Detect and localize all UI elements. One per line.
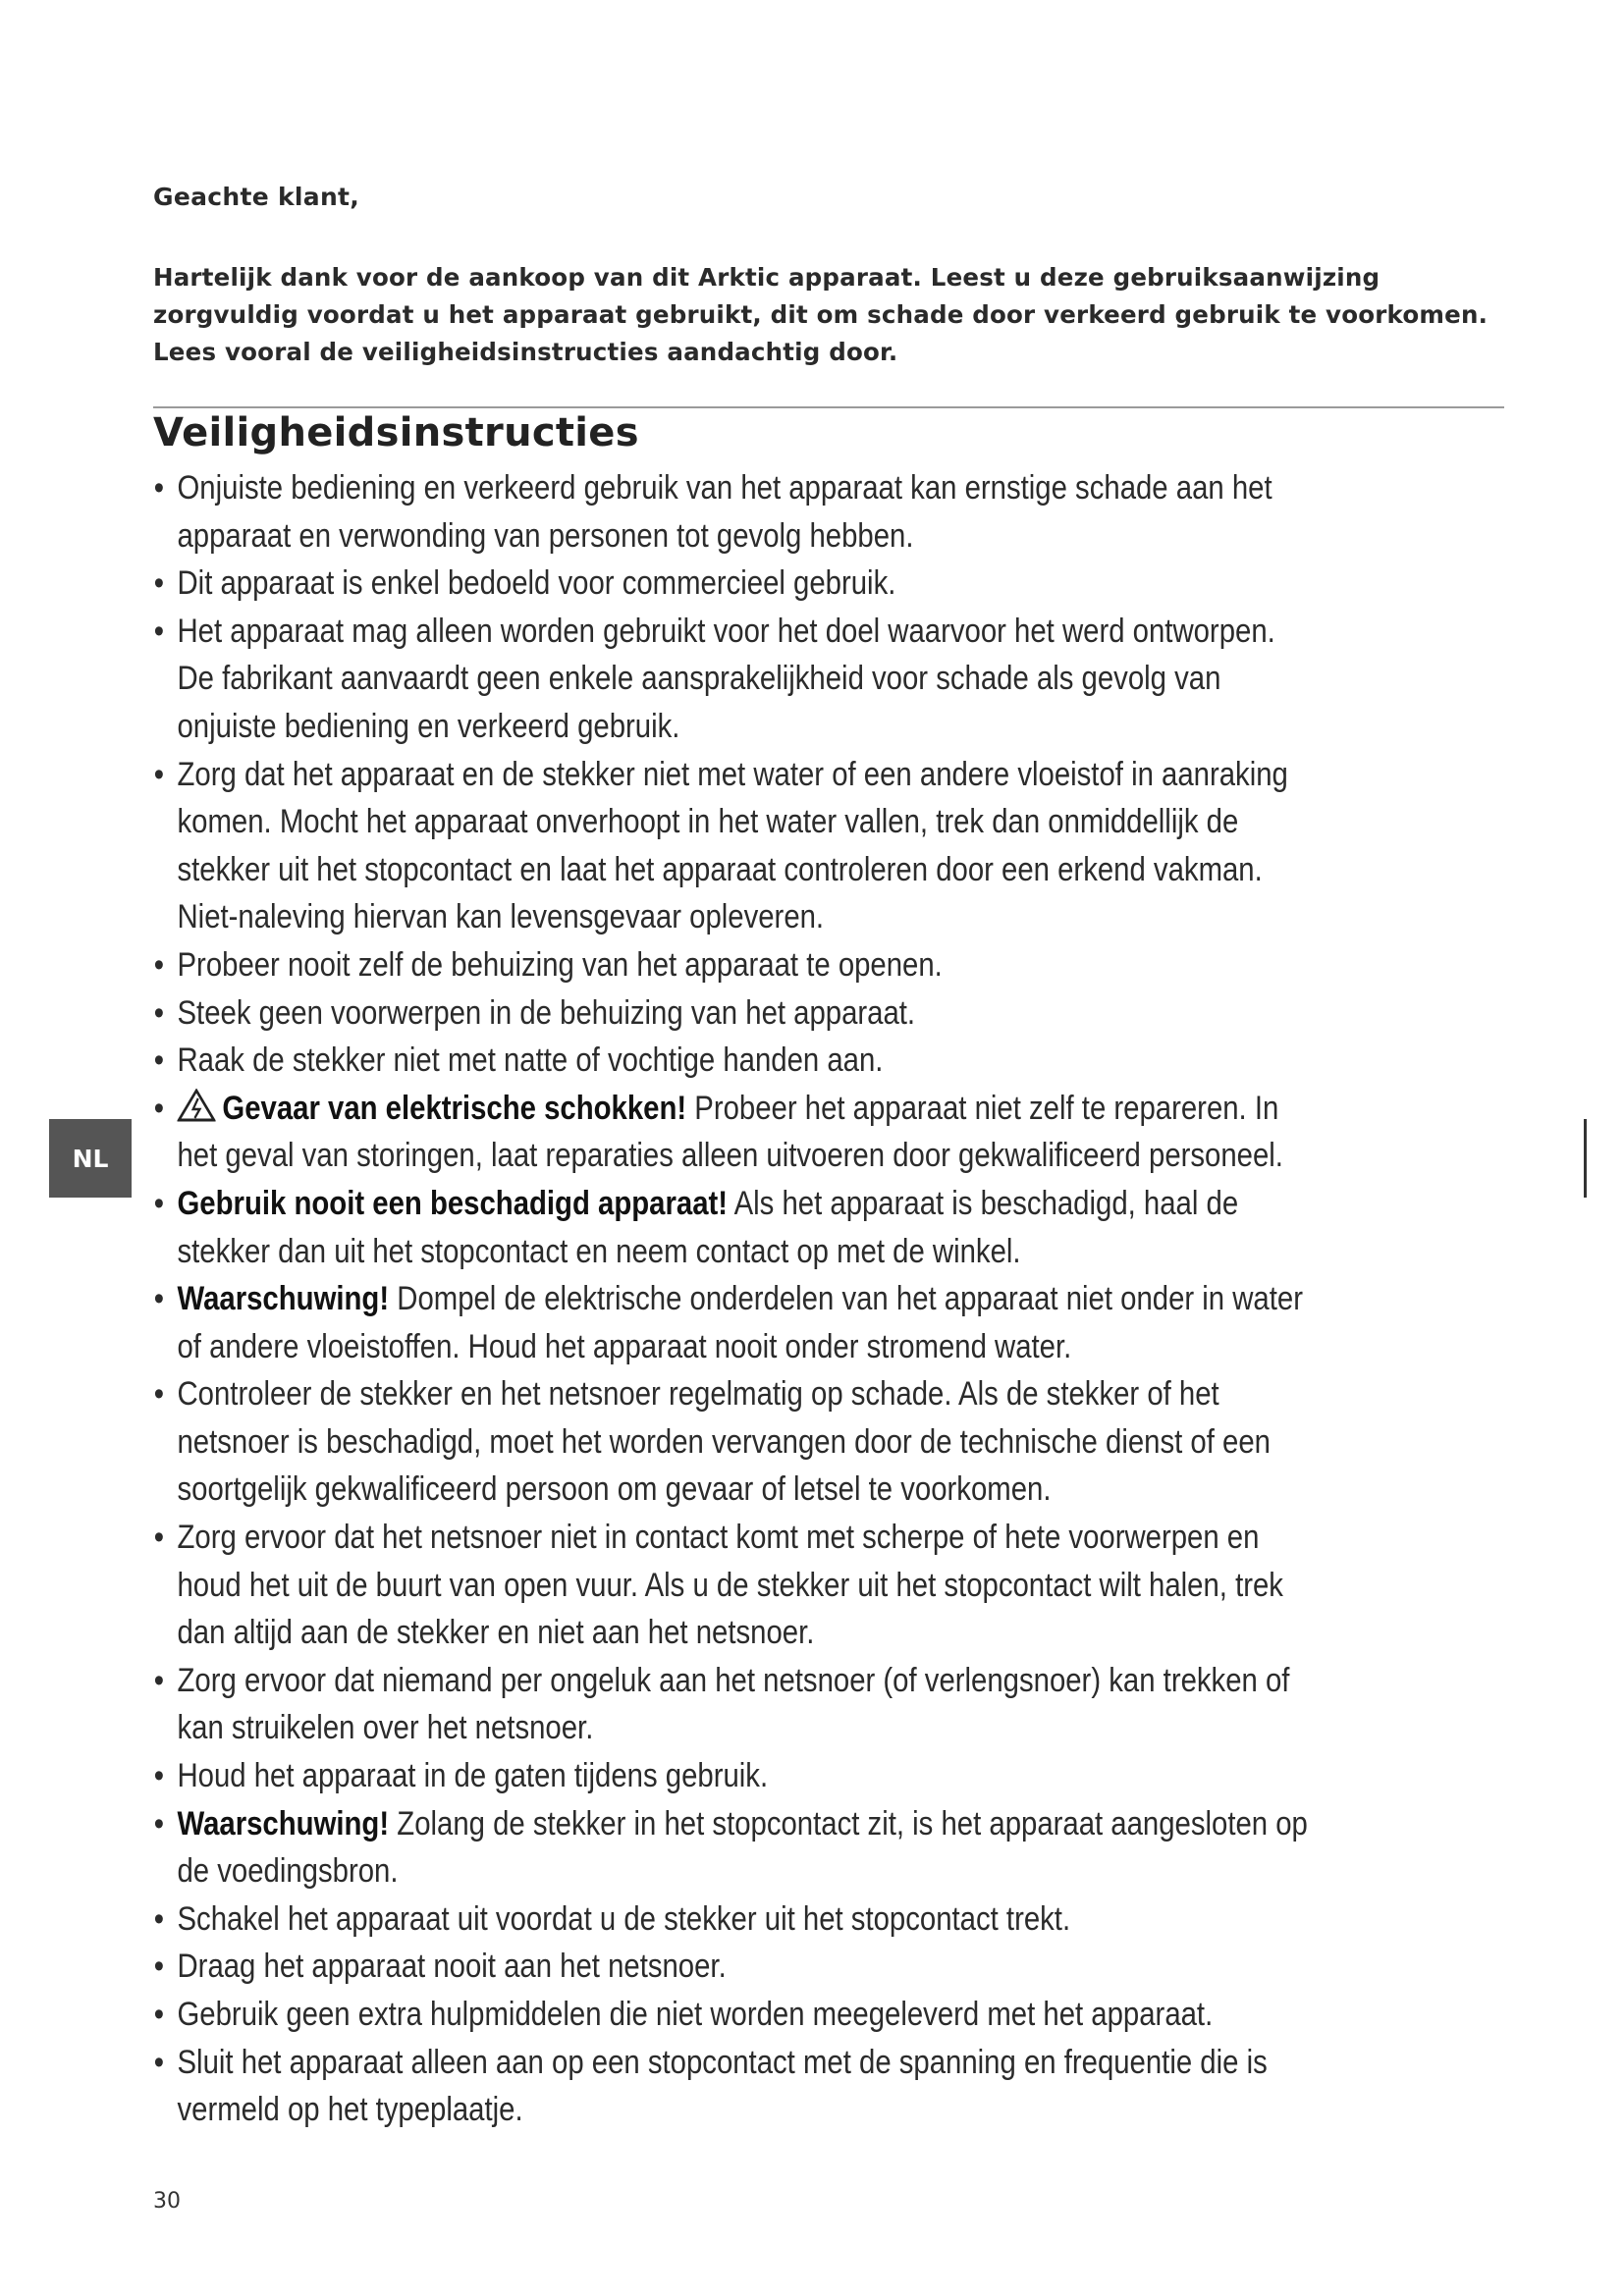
greeting: Geachte klant, <box>153 183 360 211</box>
item-bold: Gebruik nooit een beschadigd apparaat! <box>177 1184 729 1222</box>
language-tab: NL <box>49 1119 132 1198</box>
item-text: Probeer nooit zelf de behuizing van het apparaat te openen. <box>177 945 943 984</box>
item-text: Dompel de elektrische onderdelen van het apparaat niet onder in water of andere vloeistoffen. Houd het apparaat nooit onder stromend water. <box>177 1280 1303 1365</box>
list-item <box>152 1752 1317 1800</box>
list-item <box>152 1275 1317 1370</box>
divider <box>153 406 1504 408</box>
list-item <box>152 1896 1317 1944</box>
list-item <box>152 608 1317 751</box>
section-title: Veiligheidsinstructies <box>153 410 639 455</box>
item-text: Zorg ervoor dat het netsnoer niet in contact komt met scherpe of hete voorwerpen en houd het uit de buurt van open vuur. Als u de stekker uit het stopcontact wilt halen, trek dan altijd aan de stekker en niet aan het netsnoer. <box>177 1519 1283 1652</box>
item-text: Zorg dat het apparaat en de stekker niet met water of een andere vloeistof in aanraking komen. Mocht het apparaat onverhoopt in het water vallen, trek dan onmiddellijk de stekker uit het stopcontact en laat het apparaat controleren door een erkend vakman. Niet-naleving hiervan kan levensgevaar opleveren. <box>177 755 1288 936</box>
item-text: Draag het apparaat nooit aan het netsnoer. <box>177 1948 727 1986</box>
item-text: Het apparaat mag alleen worden gebruikt voor het doel waarvoor het werd ontworpen. De fabrikant aanvaardt geen enkele aansprakelijkheid voor schade als gevolg van onjuiste bediening en verkeerd gebruik. <box>177 612 1275 745</box>
list-item <box>152 1085 1317 1180</box>
item-text: Onjuiste bediening en verkeerd gebruik van het apparaat kan ernstige schade aan het apparaat en verwonding van personen tot gevolg hebben. <box>177 469 1272 555</box>
item-text: Probeer het apparaat niet zelf te repareren. In het geval van storingen, laat reparaties alleen uitvoeren door gekwalificeerd personeel. <box>177 1089 1283 1175</box>
intro-paragraph: Hartelijk dank voor de aankoop van dit Arktic apparaat. Leest u deze gebruiksaanwijzing zorgvuldig voordat u het apparaat gebruikt, dit om schade door verkeerd gebruik te voorkomen. Lees vooral de veiligheidsinstructies aandachtig door. <box>153 263 1489 366</box>
item-text: Zolang de stekker in het stopcontact zit, is het apparaat aangesloten op de voedingsbron. <box>177 1804 1308 1891</box>
list-item <box>152 1370 1317 1514</box>
item-text: Steek geen voorwerpen in de behuizing van het apparaat. <box>177 993 916 1032</box>
item-text: Controleer de stekker en het netsnoer regelmatig op schade. Als de stekker of het netsnoer is beschadigd, moet het worden vervangen door de technische dienst of een soortgelijk gekwalificeerd persoon om gevaar of letsel te voorkomen. <box>177 1375 1271 1509</box>
electric-shock-warning-icon <box>178 1088 216 1121</box>
item-bold: Gevaar van elektrische schokken! <box>222 1089 687 1127</box>
item-bold: Waarschuwing! <box>177 1280 390 1318</box>
item-text: Houd het apparaat in de gaten tijdens gebruik. <box>177 1757 769 1795</box>
item-text: Raak de stekker niet met natte of vochtige handen aan. <box>177 1041 884 1080</box>
item-text: Schakel het apparaat uit voordat u de stekker uit het stopcontact trekt. <box>177 1899 1071 1938</box>
list-item <box>152 560 1317 608</box>
list-item <box>152 2039 1317 2134</box>
list-item <box>152 941 1317 989</box>
list-item <box>152 464 1317 560</box>
list-item <box>152 989 1317 1038</box>
safety-instructions-list <box>152 464 1317 2134</box>
list-item <box>152 1800 1317 1896</box>
item-text: Dit apparaat is enkel bedoeld voor commercieel gebruik. <box>177 564 896 603</box>
list-item <box>152 1943 1317 1991</box>
item-text: Zorg ervoor dat niemand per ongeluk aan het netsnoer (of verlengsnoer) kan trekken of kan struikelen over het netsnoer. <box>177 1661 1290 1747</box>
item-bold: Waarschuwing! <box>177 1804 390 1842</box>
item-text: Gebruik geen extra hulpmiddelen die niet worden meegeleverd met het apparaat. <box>177 1996 1214 2033</box>
item-text: Sluit het apparaat alleen aan op een stopcontact met de spanning en frequentie die is vermeld op het typeplaatje. <box>177 2043 1268 2129</box>
list-item <box>152 1657 1317 1752</box>
list-item <box>152 1180 1317 1275</box>
list-item <box>152 751 1317 941</box>
page-number: 30 <box>153 2189 181 2214</box>
list-item <box>152 1514 1317 1657</box>
margin-marker <box>1584 1119 1587 1198</box>
list-item <box>152 1037 1317 1085</box>
item-text: Als het apparaat is beschadigd, haal de stekker dan uit het stopcontact en neem contact op met de winkel. <box>177 1184 1239 1270</box>
list-item <box>152 1991 1317 2039</box>
